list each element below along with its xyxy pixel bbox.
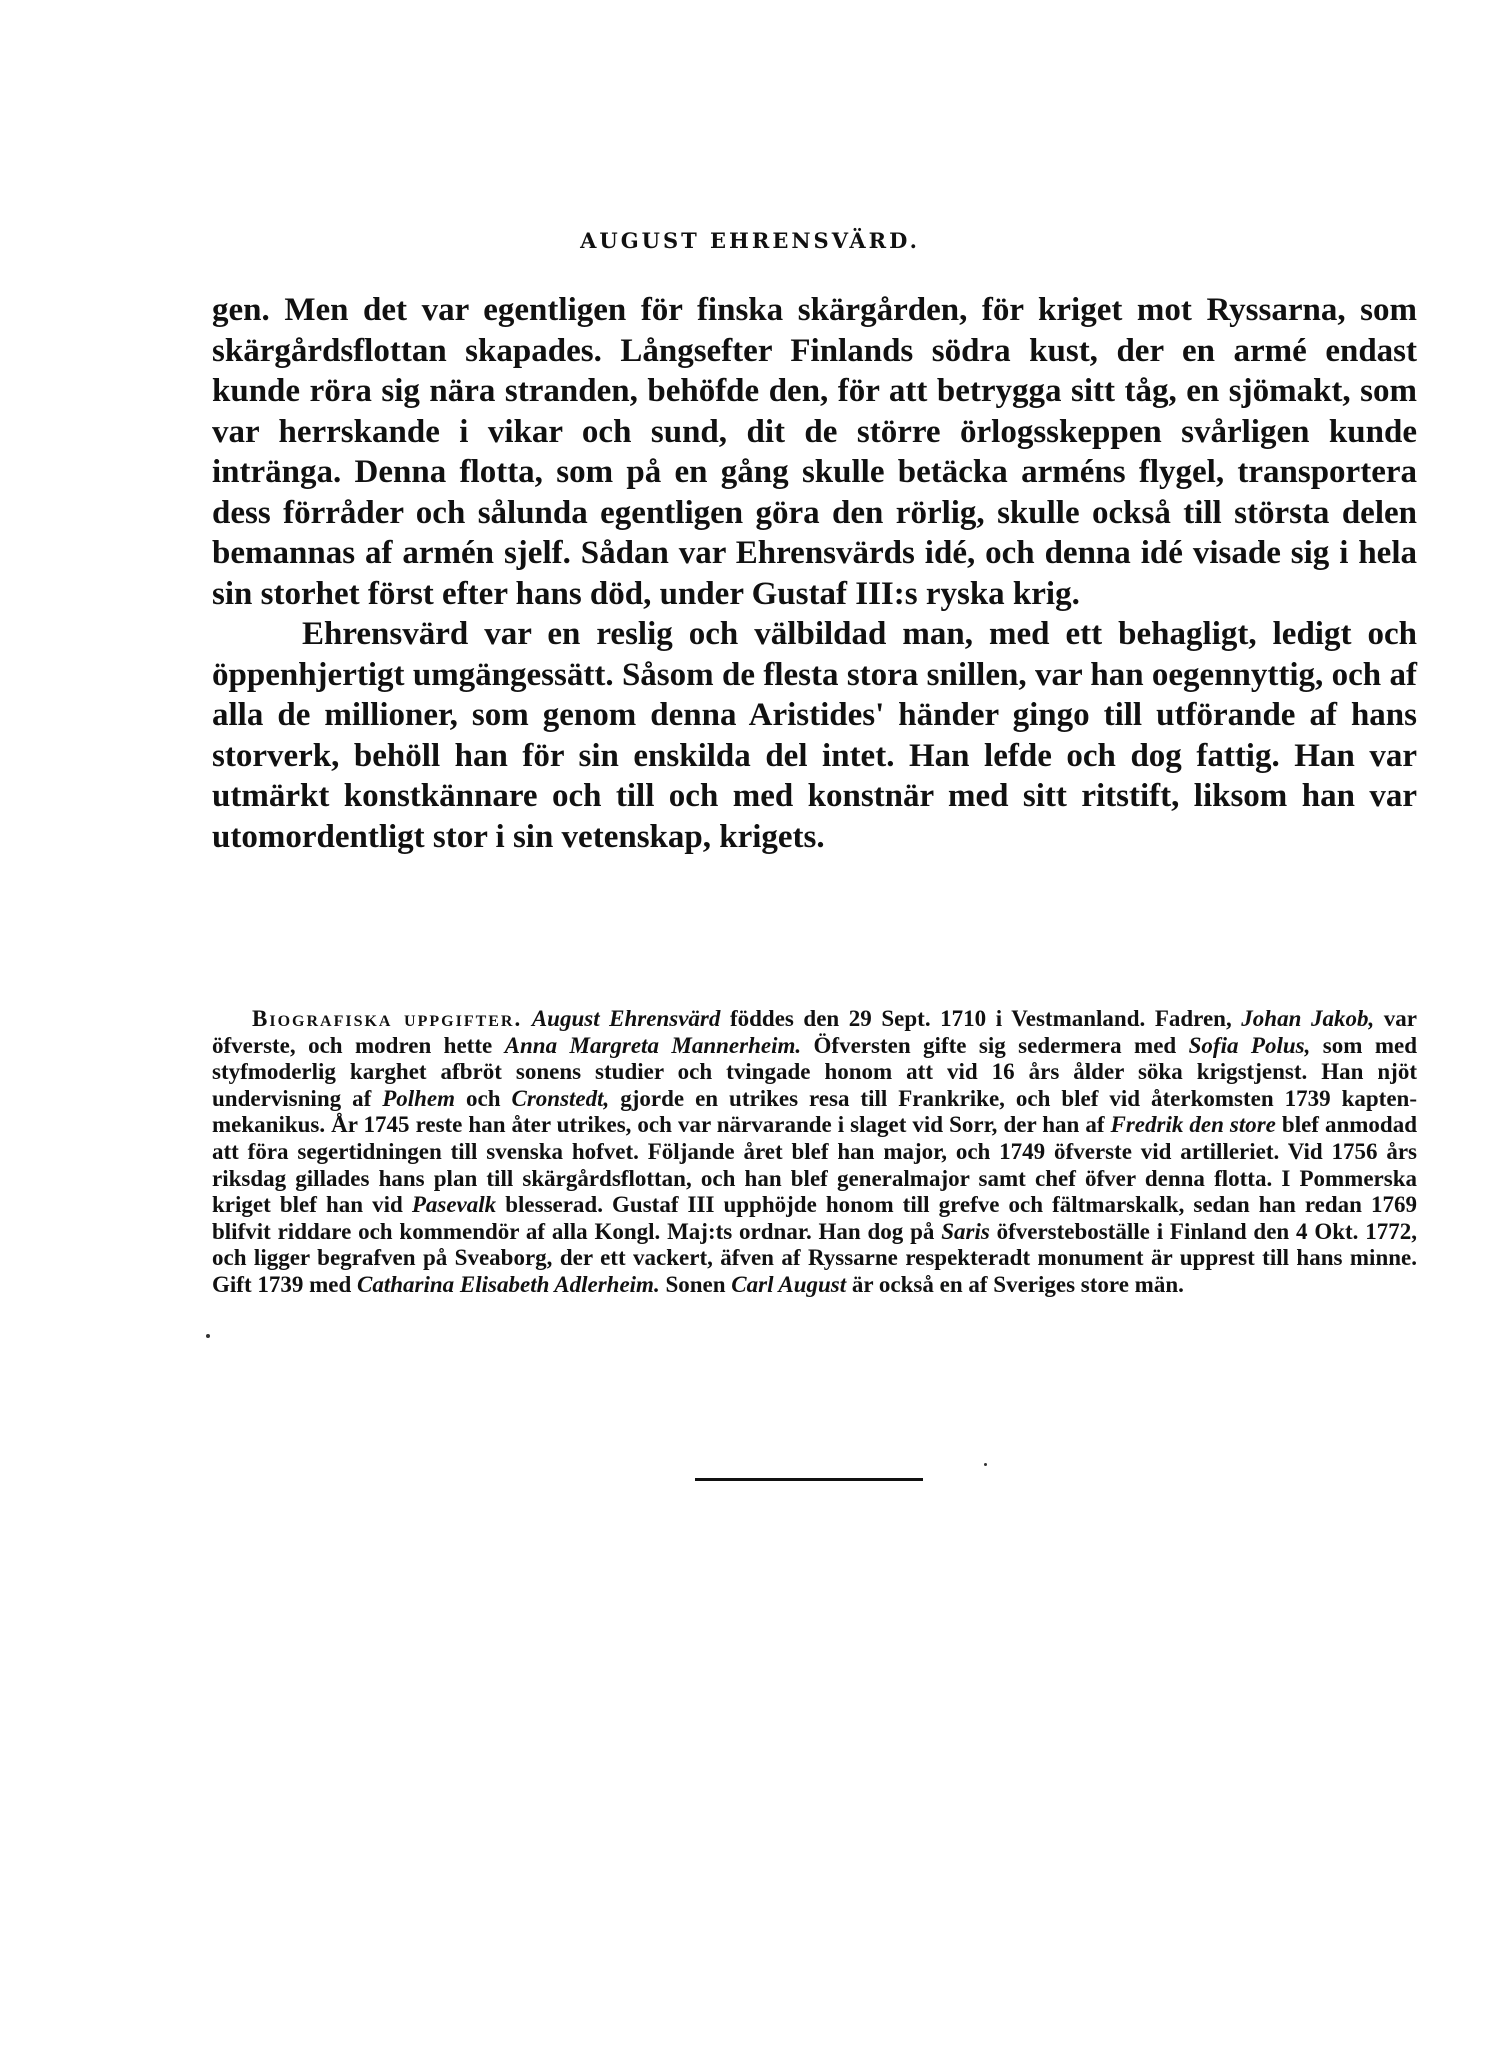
- italic-name: Johan Jakob,: [1241, 1006, 1375, 1031]
- italic-name: Fredrik den store: [1110, 1112, 1276, 1138]
- text-run: föddes den 29 Sept. 1710 i Vestmanland. Fadren,: [720, 1006, 1242, 1031]
- text-run: öfversteboställe i Finland den 4 Okt. 1772, och ligger begrafven på Sveaborg, der ett vackert, äfven af Ryssarne respekteradt monument är upprest till hans minne. Gift 1739 med: [212, 1218, 1417, 1297]
- text-run: Ehrensvärd var en reslig och välbildad man, med ett behagligt, ledigt och öppenhjertigt umgängessätt. Såsom de flesta stora snillen, var han oegennyttig, och af alla de millioner, som genom denna Aristides' händer gingo till utförande af hans storverk, behöll han för sin enskilda del intet. Han lefde och dog fattig. Han var utmärkt konstkännare och till och med konstnär med sitt ritstift, liksom han var utomordentligt stor i sin vetenskap, krigets.: [212, 616, 1417, 855]
- italic-name: Anna Margreta Mannerheim.: [504, 1032, 802, 1058]
- paragraph-1: [212, 290, 1417, 614]
- notes-heading: Biografiska uppgifter.: [252, 1006, 523, 1031]
- text-run: Öfversten gifte sig sedermera med: [801, 1032, 1189, 1058]
- text-run: blef anmodad att föra segertidningen till svenska hofvet. Följande året blef han major, och 1749 öfverste vid artilleriet. Vid 1756 års riksdag gillades hans plan till skärgårdsflottan, och han blef generalmajor samt chef öfver denna flotta. I Pommerska kriget blef han vid: [212, 1112, 1417, 1218]
- notes-paragraph: [212, 1006, 1417, 1299]
- print-speck: [984, 1463, 987, 1466]
- text-run: [522, 1006, 532, 1031]
- italic-name: Catharina Elisabeth Adlerheim.: [357, 1271, 660, 1297]
- print-speck: [206, 1334, 210, 1338]
- italic-name: Sofia Polus,: [1188, 1032, 1311, 1058]
- italic-name: Saris: [941, 1218, 990, 1244]
- paragraph-2: [212, 614, 1417, 857]
- italic-name: August Ehrensvärd: [531, 1006, 721, 1031]
- main-text: [212, 290, 1417, 857]
- text-run: som med styfmoderlig karghet afbröt sonens studier och tvingade honom att vid 16 års ålder söka krigstjenst. Han njöt undervisning af: [212, 1032, 1417, 1111]
- text-run: och: [455, 1085, 512, 1111]
- italic-name: Carl August: [731, 1271, 847, 1297]
- italic-name: Cronstedt,: [511, 1085, 610, 1111]
- text-run: Sonen: [659, 1271, 732, 1297]
- text-run: gjorde en utrikes resa till Frankrike, och blef vid återkomsten 1739 kapten-mekanikus. År 1745 reste han åter utrikes, och var närvarande i slaget vid Sorr, der han af: [212, 1085, 1417, 1138]
- end-rule: [695, 1478, 923, 1481]
- biographical-notes: [212, 1006, 1417, 1299]
- text-run: gen. Men det var egentligen för finska skärgården, för kriget mot Ryssarna, som skärgårdsflottan skapades. Långsefter Finlands södra kust, der en armé endast kunde röra sig nära stranden, behöfde den, för att betrygga sitt tåg, en sjömakt, som var herrskande i vikar och sund, dit de större örlogsskeppen svårligen kunde intränga. Denna flotta, som på en gång skulle betäcka arméns flygel, transportera dess förråder och sålunda egentligen göra den rörlig, skulle också till största delen bemannas af armén sjelf. Sådan var Ehrensvärds idé, och denna idé visade sig i hela sin storhet först efter hans död, under Gustaf III:s ryska krig.: [212, 292, 1417, 612]
- running-head: AUGUST EHRENSVÄRD.: [580, 228, 920, 253]
- text-run: blesserad. Gustaf III upphöjde honom till grefve och fältmarskalk, sedan han redan 1769 blifvit riddare och kommendör af alla Kongl. Maj:ts ordnar. Han dog på: [212, 1192, 1417, 1244]
- text-run: är också en af Sveriges store män.: [846, 1271, 1184, 1297]
- italic-name: Pasevalk: [411, 1192, 497, 1218]
- italic-name: Polhem: [382, 1085, 456, 1111]
- text-run: var öfverste, och modren hette: [212, 1006, 1418, 1058]
